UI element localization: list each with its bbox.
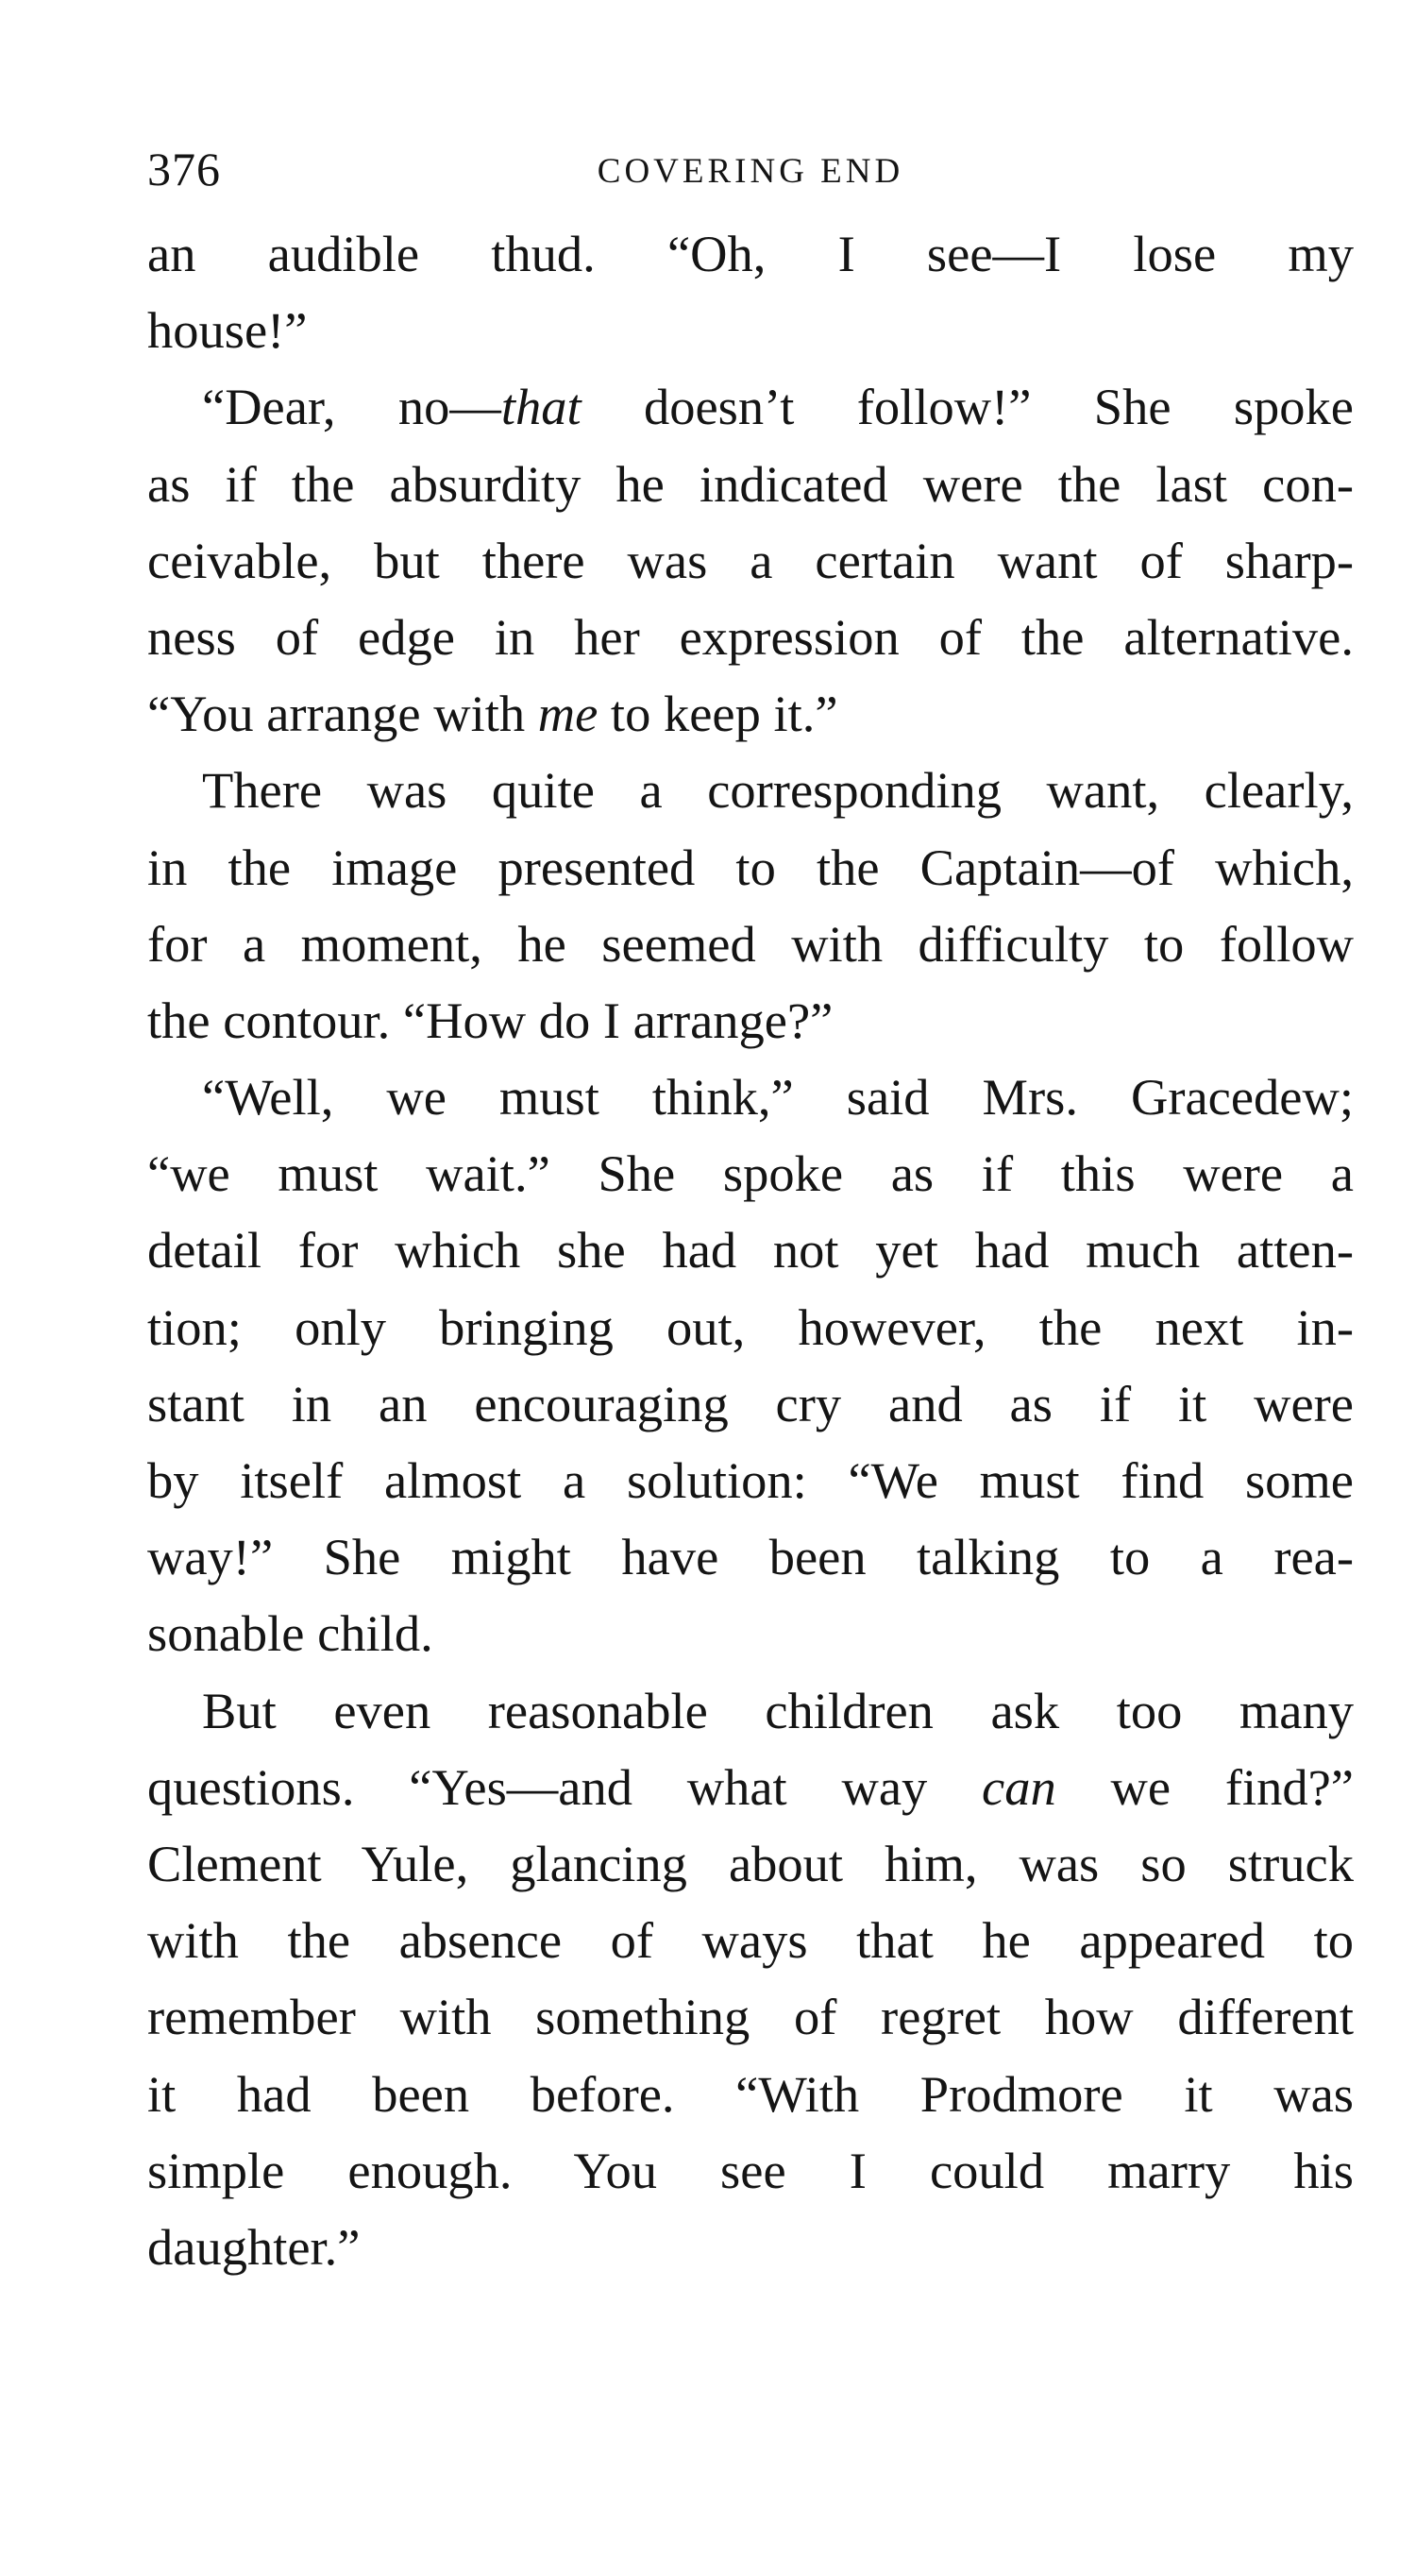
text-segment: tion; only bringing out, however, the next in- — [147, 1297, 1354, 1356]
paragraph — [147, 368, 1354, 752]
text-line — [147, 292, 1354, 368]
italic-text: me — [537, 685, 598, 743]
text-segment: detail for which she had not yet had much atten- — [147, 1221, 1354, 1280]
paragraph — [147, 1059, 1354, 1672]
paragraph — [147, 215, 1354, 368]
text-line — [147, 1442, 1354, 1518]
text-line — [147, 752, 1354, 828]
text-line — [147, 675, 1354, 752]
text-segment: an audible thud. “Oh, I see—I lose my — [147, 225, 1354, 282]
text-line — [147, 2132, 1354, 2209]
text-segment: the contour. “How do I arrange?” — [147, 991, 834, 1049]
running-title: COVERING END — [597, 152, 904, 191]
text-line — [147, 2056, 1354, 2132]
text-line — [147, 906, 1354, 982]
text-segment: But even reasonable children ask too many — [202, 1681, 1354, 1739]
text-segment: stant in an encouraging cry and as if it were — [147, 1374, 1354, 1432]
paragraph — [147, 1672, 1354, 2286]
text-line — [147, 982, 1354, 1059]
page-header — [147, 142, 1354, 208]
text-segment: sonable child. — [147, 1604, 433, 1663]
text-segment: way!” She might have been talking to a rea- — [147, 1528, 1354, 1586]
text-segment: house!” — [147, 301, 308, 360]
text-line — [147, 1825, 1354, 1902]
text-segment: by itself almost a solution: “We must find some — [147, 1451, 1354, 1509]
italic-text: that — [500, 378, 582, 436]
text-segment: in the image presented to the Captain—of which, — [147, 838, 1354, 896]
text-line — [147, 446, 1354, 522]
text-segment: “Dear, no— — [202, 378, 501, 436]
text-segment: it had been before. “With Prodmore it was — [147, 2064, 1354, 2123]
text-line — [147, 599, 1354, 675]
text-segment: There was quite a corresponding want, clearly, — [202, 761, 1354, 820]
text-line — [147, 829, 1354, 906]
text-line — [147, 1135, 1354, 1212]
text-segment: for a moment, he seemed with difficulty to follow — [147, 914, 1354, 973]
text-segment: as if the absurdity he indicated were the last con- — [147, 454, 1354, 513]
text-segment: ness of edge in her expression of the alternative. — [147, 607, 1354, 666]
text-line — [147, 1672, 1354, 1749]
text-line — [147, 1059, 1354, 1135]
paragraph — [147, 752, 1354, 1059]
text-segment: with the absence of ways that he appeared to — [147, 1911, 1354, 1970]
text-segment: “Well, we must think,” said Mrs. Gracedew; — [202, 1068, 1354, 1127]
text-line — [147, 1518, 1354, 1595]
text-segment: to keep it.” — [598, 685, 838, 743]
text-segment: “we must wait.” She spoke as if this were a — [147, 1144, 1354, 1203]
text-segment: Clement Yule, glancing about him, was so struck — [147, 1834, 1354, 1892]
text-line — [147, 1902, 1354, 1978]
text-line — [147, 1595, 1354, 1671]
text-line — [147, 522, 1354, 599]
text-line — [147, 1749, 1354, 1825]
text-segment: questions. “Yes—and what way — [147, 1757, 983, 1816]
text-segment: ceivable, but there was a certain want of sharp- — [147, 531, 1354, 589]
text-segment: remember with something of regret how different — [147, 1988, 1354, 2046]
page-number: 376 — [147, 143, 221, 195]
text-segment: daughter.” — [147, 2217, 361, 2276]
body-text — [147, 215, 1354, 2285]
text-line — [147, 215, 1354, 292]
text-line — [147, 2209, 1354, 2285]
text-line — [147, 1365, 1354, 1442]
text-segment: we find?” — [1055, 1757, 1354, 1816]
text-line — [147, 1212, 1354, 1288]
text-line — [147, 368, 1354, 445]
text-segment: doesn’t follow!” She spoke — [581, 378, 1354, 436]
text-line — [147, 1978, 1354, 2055]
text-line — [147, 1289, 1354, 1365]
book-page — [147, 142, 1354, 2285]
text-segment: “You arrange with — [147, 685, 538, 743]
italic-text: can — [982, 1757, 1056, 1816]
text-segment: simple enough. You see I could marry his — [147, 2141, 1354, 2199]
